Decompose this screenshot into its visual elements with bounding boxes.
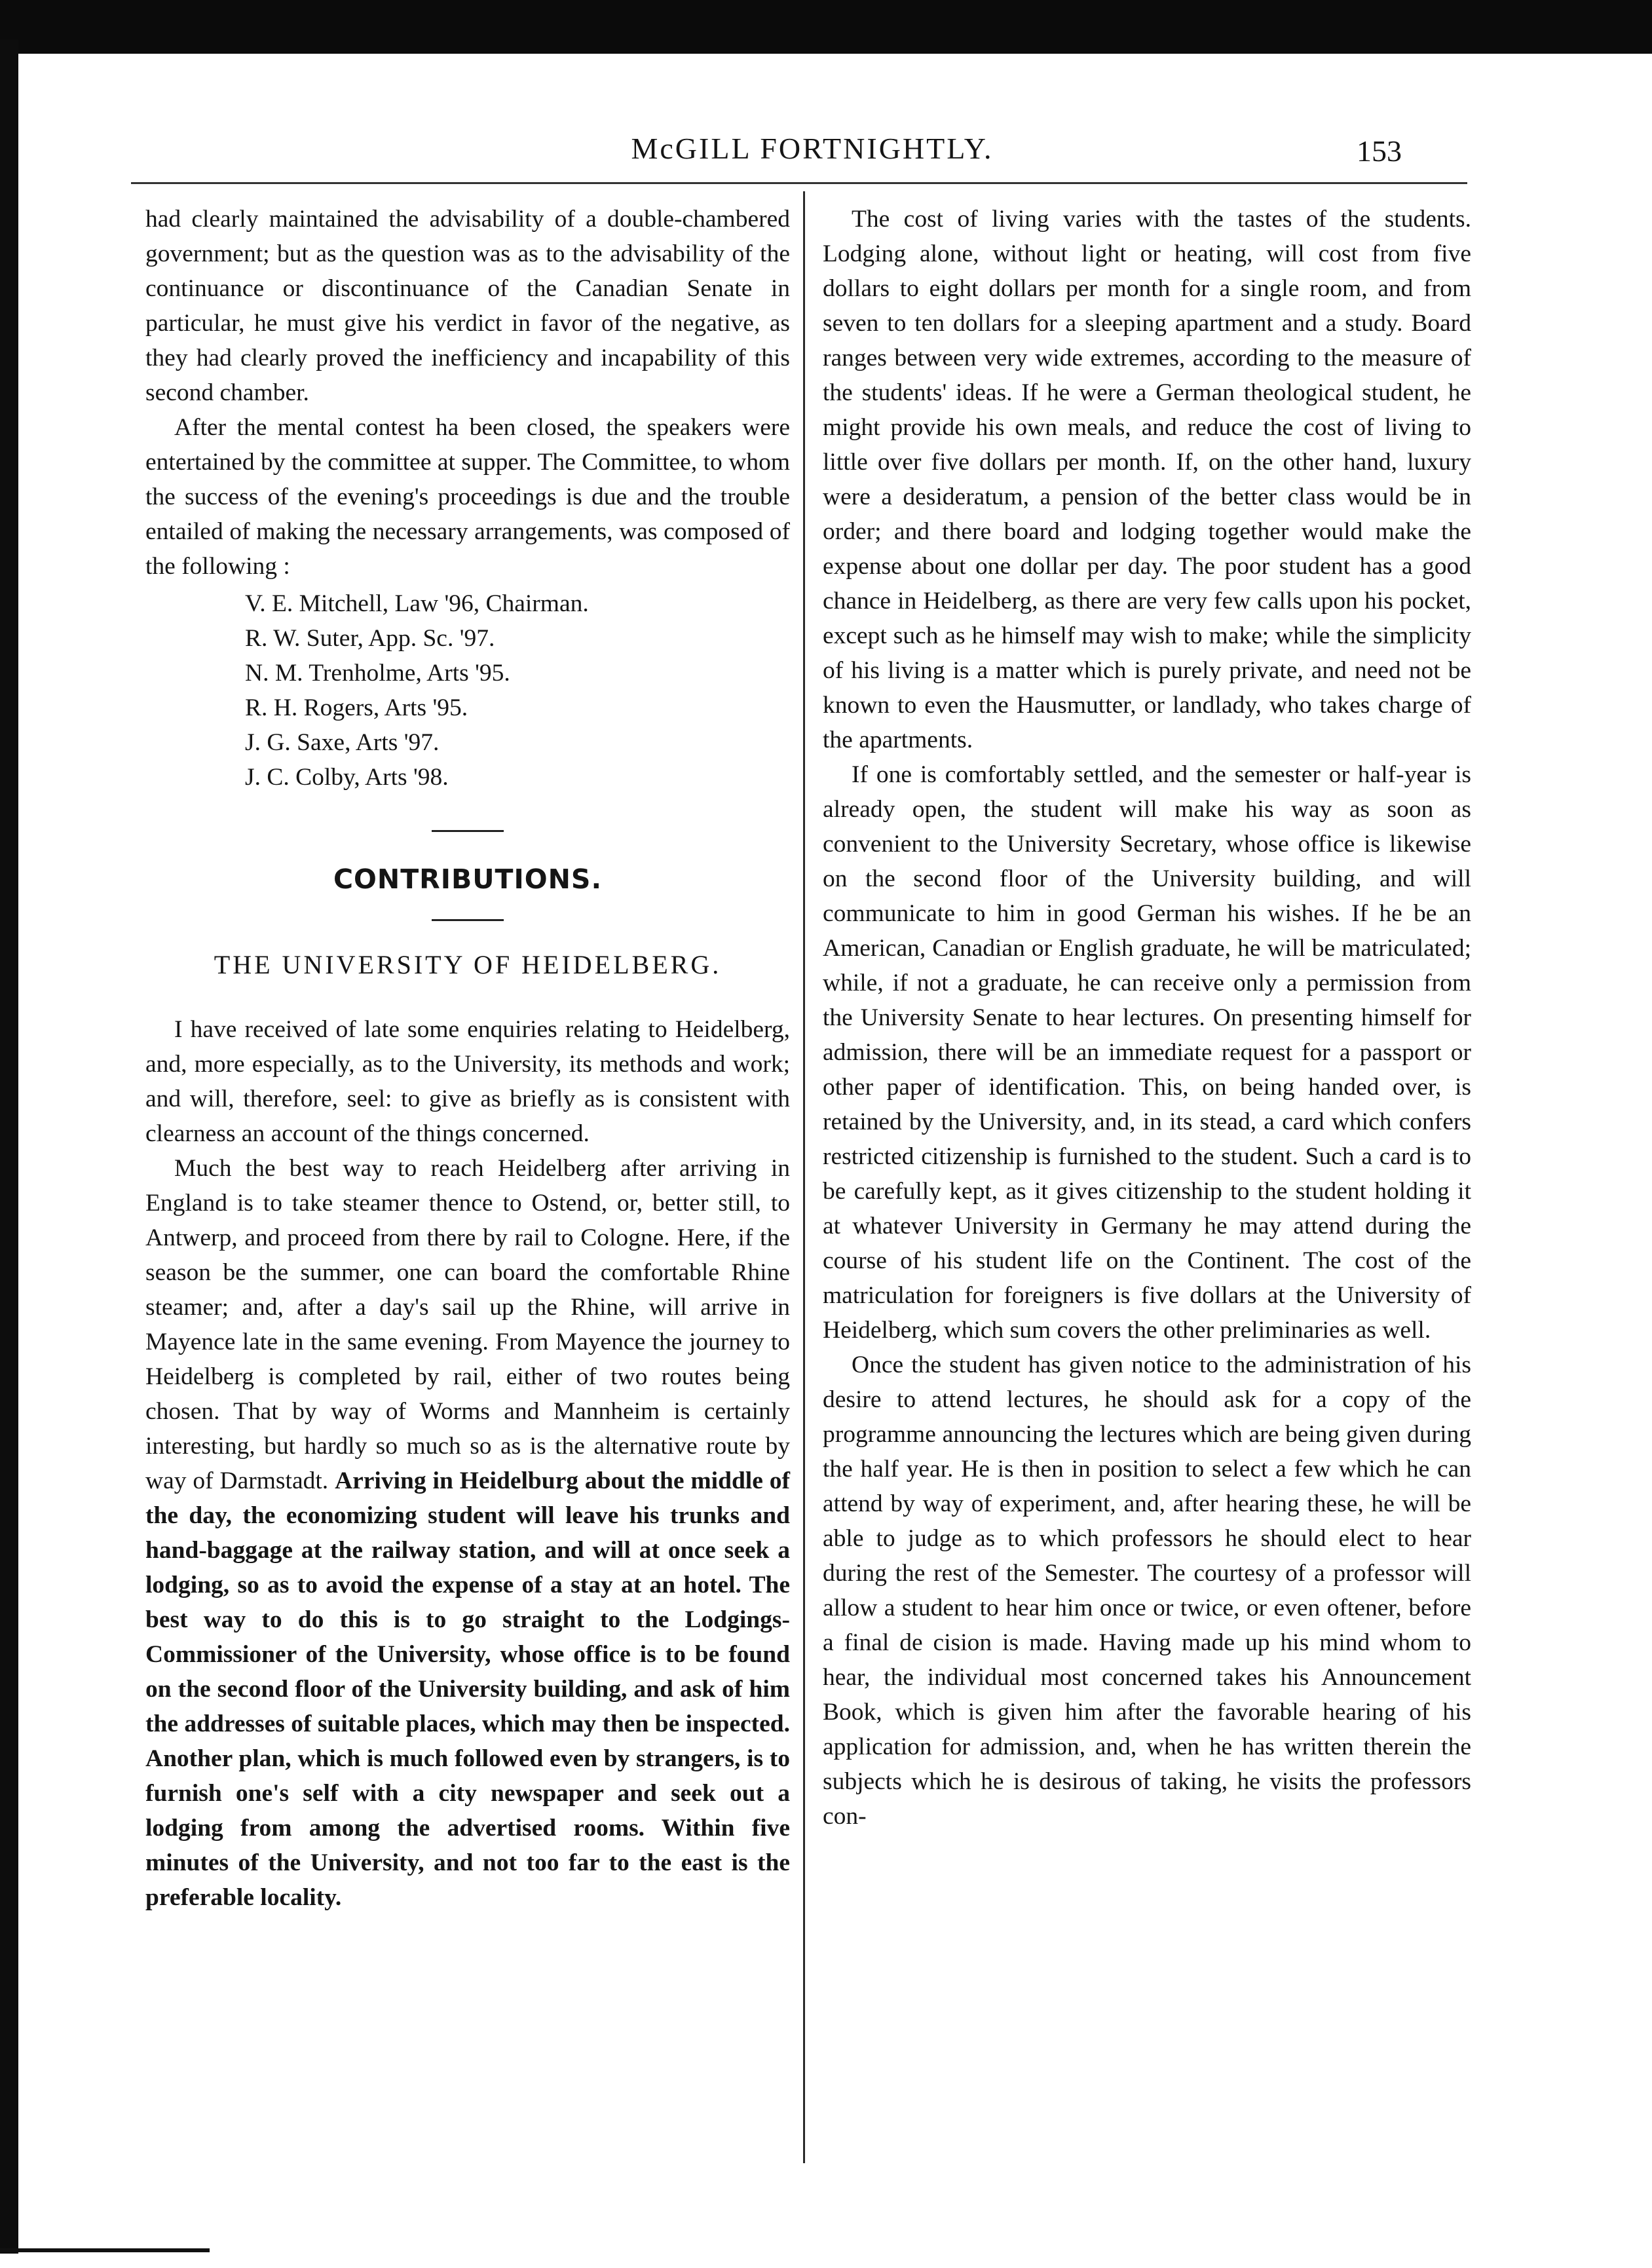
page-number: 153 [1357, 134, 1402, 168]
running-title: McGILL FORTNIGHTLY. [631, 132, 994, 165]
paragraph [145, 1151, 790, 1915]
paragraph: I have received of late some enquiries relating to Heidelberg, and, more especially, as to the University, its methods and work; and will, therefore, seel: to give as briefly as is consistent with clearness an account of the things concerned. [145, 1016, 790, 1147]
section-heading: CONTRIBUTIONS. [333, 863, 603, 895]
header-rule [131, 182, 1467, 184]
paragraph: If one is comfortably settled, and the semester or half-year is already open, the student will make his way as soon as convenient to the University Secretary, whose office is likewise on the second floor of the University building, and will communicate to him in good German his wishes. If he be an American, Canadian or English graduate, he will be matriculated; while, if not a graduate, he can receive only a permission from the University Senate to hear lectures. On presenting himself for admission, there will be an immediate request for a passport or other paper of identification. This, on being handed over, is retained by the University, and, in its stead, a card which confers restricted citizenship is furnished to the student. Such a card is to be carefully kept, as it gives citizenship to the student holding it at whatever University in Germany he may attend during the course of his student life on the Continent. The cost of the matriculation for foreigners is five dollars at the University of Heidelberg, which sum covers the other preliminaries as well. [823, 761, 1471, 1344]
right-column [823, 202, 1471, 2167]
committee-member: V. E. Mitchell, Law '96, Chairman. [245, 590, 589, 617]
paragraph: Once the student has given notice to the administration of his desire to attend lectures, he should ask for a copy of the programme announcing the lectures which are being given during the half year. He is then in position to select a few which he can attend by way of experiment, and, after hearing these, he will be able to judge as to which professors he should elect to hear during the rest of the Semester. The courtesy of a professor will allow a student to hear him once or twice, or even oftener, before a final de cision is made. Having made up his mind whom to hear, the individual most concerned takes his Announcement Book, which is given him after the favorable hearing of his application for admission, and, when he has written therein the subjects which he is desirous of taking, he visits the professors con- [823, 1351, 1471, 1830]
article-title: THE UNIVERSITY OF HEIDELBERG. [214, 950, 722, 979]
committee-member: N. M. Trenholme, Arts '95. [245, 660, 510, 687]
paragraph: The cost of living varies with the tastes of the students. Lodging alone, without light or heating, will cost from five dollars to eight dollars per month for a single room, and from seven to ten dollars for a sleeping apartment and a study. Board ranges between very wide extremes, according to the measure of the students' ideas. If he were a German theological student, he might provide his own meals, and reduce the cost of living to little over five dollars per month. If, on the other hand, luxury were a desideratum, a pension of the better class would be in order; and there board and lodging together would make the expense about one dollar per day. The poor student has a good chance in Heidelberg, as there are very few calls upon his pocket, except such as he himself may wish to make; while the simplicity of his living is a matter which is purely private, and need not be known to even the Hausmutter, or landlady, who takes charge of the apartments. [823, 206, 1471, 753]
paragraph-text-bold: Arriving in Heidelburg about the middle of the day, the economizing student will leave his trunks and hand-baggage at the railway station, and will at once seek a lodging, so as to avoid the expense of a stay at an hotel. The best way to do this is to go straight to the Lodgings-Commissioner of the University, whose office is to be found on the second floor of the University building, and ask of him the addresses of suitable places, which may then be inspected. Another plan, which is much followed even by strangers, is to furnish one's self with a city newspaper and seek out a lodging from among the advertised rooms. Within five minutes of the University, and not too far to the east is the preferable locality. [145, 1467, 791, 1911]
committee-member: R. W. Suter, App. Sc. '97. [245, 625, 495, 652]
scan-left-border [0, 39, 18, 2254]
committee-member: J. C. Colby, Arts '98. [245, 764, 449, 791]
section-divider [432, 919, 504, 921]
page-header [98, 131, 1474, 177]
scan-top-border [0, 0, 1652, 54]
committee-list [245, 586, 790, 795]
section-divider [432, 830, 504, 832]
paragraph-text: Much the best way to reach Heidelberg after arriving in England is to take steamer thence to Ostend, or, better still, to Antwerp, and proceed from there by rail to Cologne. Here, if the season be the summer, one can board the comfortable Rhine steamer; and, after a day's sail up the Rhine, will arrive in Mayence late in the same evening. From Mayence the journey to Heidelberg is completed by rail, either of two routes being chosen. That by way of Worms and Mannheim is certainly interesting, but hardly so much so as is the alternative route by way of Darmstadt. [145, 1155, 790, 1494]
left-column [145, 202, 790, 2167]
committee-member: J. G. Saxe, Arts '97. [245, 729, 440, 756]
column-divider [803, 191, 805, 2163]
committee-member: R. H. Rogers, Arts '95. [245, 694, 468, 721]
paragraph: After the mental contest ha been closed, the speakers were entertained by the committee at supper. The Committee, to whom the success of the evening's proceedings is due and the trouble entailed of making the necessary arrangements, was composed of the following : [145, 414, 790, 580]
scan-bottom-border [0, 2248, 210, 2252]
paragraph: had clearly maintained the advisability of a double-chambered government; but as the question was as to the advisability of the continuance or discontinuance of the Canadian Senate in particular, he must give his verdict in favor of the negative, as they had clearly proved the inefficiency and incapability of this second chamber. [145, 206, 790, 406]
